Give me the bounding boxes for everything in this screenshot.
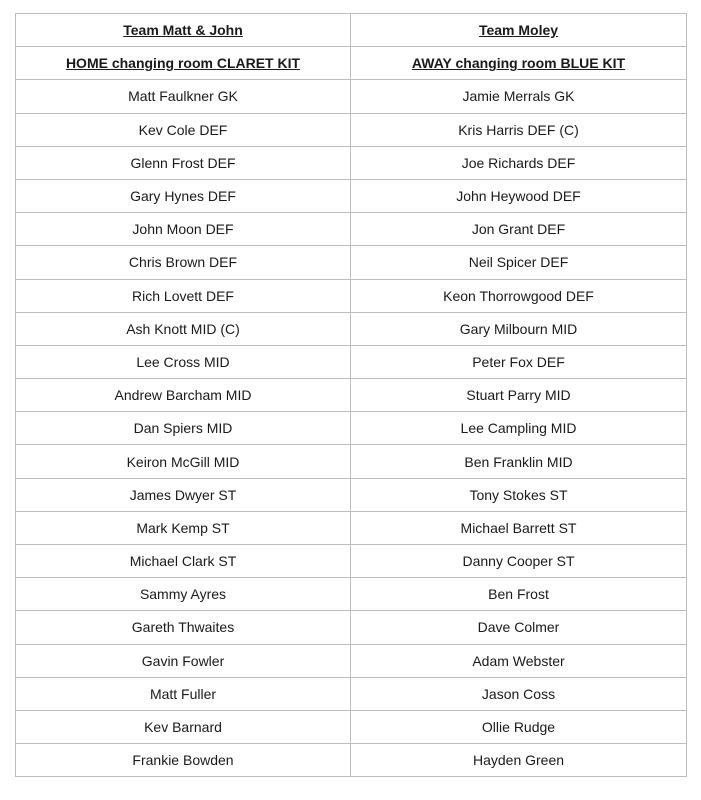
team-table <box>15 13 687 777</box>
player-row <box>16 213 687 246</box>
home-team-title: Team Matt & John <box>16 14 351 47</box>
changing-room-row <box>16 47 687 80</box>
away-player: Gary Milbourn MID <box>351 312 687 345</box>
home-player: John Moon DEF <box>16 213 351 246</box>
home-player: Kev Cole DEF <box>16 113 351 146</box>
away-player: Neil Spicer DEF <box>351 246 687 279</box>
player-row <box>16 744 687 777</box>
home-player: Gary Hynes DEF <box>16 179 351 212</box>
team-sheet <box>15 13 686 777</box>
away-player: Ben Franklin MID <box>351 445 687 478</box>
away-player: Stuart Parry MID <box>351 379 687 412</box>
player-row <box>16 279 687 312</box>
away-player: Joe Richards DEF <box>351 146 687 179</box>
away-player: Jon Grant DEF <box>351 213 687 246</box>
home-player: Keiron McGill MID <box>16 445 351 478</box>
player-row <box>16 677 687 710</box>
away-player: John Heywood DEF <box>351 179 687 212</box>
away-player: Lee Campling MID <box>351 412 687 445</box>
team-title-row <box>16 14 687 47</box>
player-row <box>16 611 687 644</box>
away-player: Tony Stokes ST <box>351 478 687 511</box>
home-player: Lee Cross MID <box>16 345 351 378</box>
player-row <box>16 644 687 677</box>
player-row <box>16 146 687 179</box>
away-player: Peter Fox DEF <box>351 345 687 378</box>
home-changing-room: HOME changing room CLARET KIT <box>16 47 351 80</box>
away-player: Ollie Rudge <box>351 710 687 743</box>
player-row <box>16 312 687 345</box>
home-player: Kev Barnard <box>16 710 351 743</box>
home-player: Gavin Fowler <box>16 644 351 677</box>
away-changing-room: AWAY changing room BLUE KIT <box>351 47 687 80</box>
player-row <box>16 246 687 279</box>
player-row <box>16 113 687 146</box>
home-player: Ash Knott MID (C) <box>16 312 351 345</box>
player-row <box>16 179 687 212</box>
home-player: Mark Kemp ST <box>16 511 351 544</box>
away-player: Michael Barrett ST <box>351 511 687 544</box>
home-player: Michael Clark ST <box>16 545 351 578</box>
home-player: Matt Fuller <box>16 677 351 710</box>
player-row <box>16 478 687 511</box>
player-row <box>16 710 687 743</box>
home-player: Sammy Ayres <box>16 578 351 611</box>
away-player: Adam Webster <box>351 644 687 677</box>
away-player: Jason Coss <box>351 677 687 710</box>
away-player: Hayden Green <box>351 744 687 777</box>
away-player: Jamie Merrals GK <box>351 80 687 113</box>
home-player: Dan Spiers MID <box>16 412 351 445</box>
home-player: Chris Brown DEF <box>16 246 351 279</box>
away-player: Ben Frost <box>351 578 687 611</box>
player-row <box>16 80 687 113</box>
home-player: Andrew Barcham MID <box>16 379 351 412</box>
away-player: Kris Harris DEF (C) <box>351 113 687 146</box>
away-team-title: Team Moley <box>351 14 687 47</box>
player-row <box>16 545 687 578</box>
away-player: Danny Cooper ST <box>351 545 687 578</box>
home-player: Frankie Bowden <box>16 744 351 777</box>
away-player: Dave Colmer <box>351 611 687 644</box>
player-row <box>16 345 687 378</box>
player-row <box>16 445 687 478</box>
home-player: Rich Lovett DEF <box>16 279 351 312</box>
home-player: Gareth Thwaites <box>16 611 351 644</box>
player-row <box>16 578 687 611</box>
home-player: Matt Faulkner GK <box>16 80 351 113</box>
home-player: James Dwyer ST <box>16 478 351 511</box>
home-player: Glenn Frost DEF <box>16 146 351 179</box>
player-row <box>16 412 687 445</box>
player-row <box>16 511 687 544</box>
player-row <box>16 379 687 412</box>
away-player: Keon Thorrowgood DEF <box>351 279 687 312</box>
